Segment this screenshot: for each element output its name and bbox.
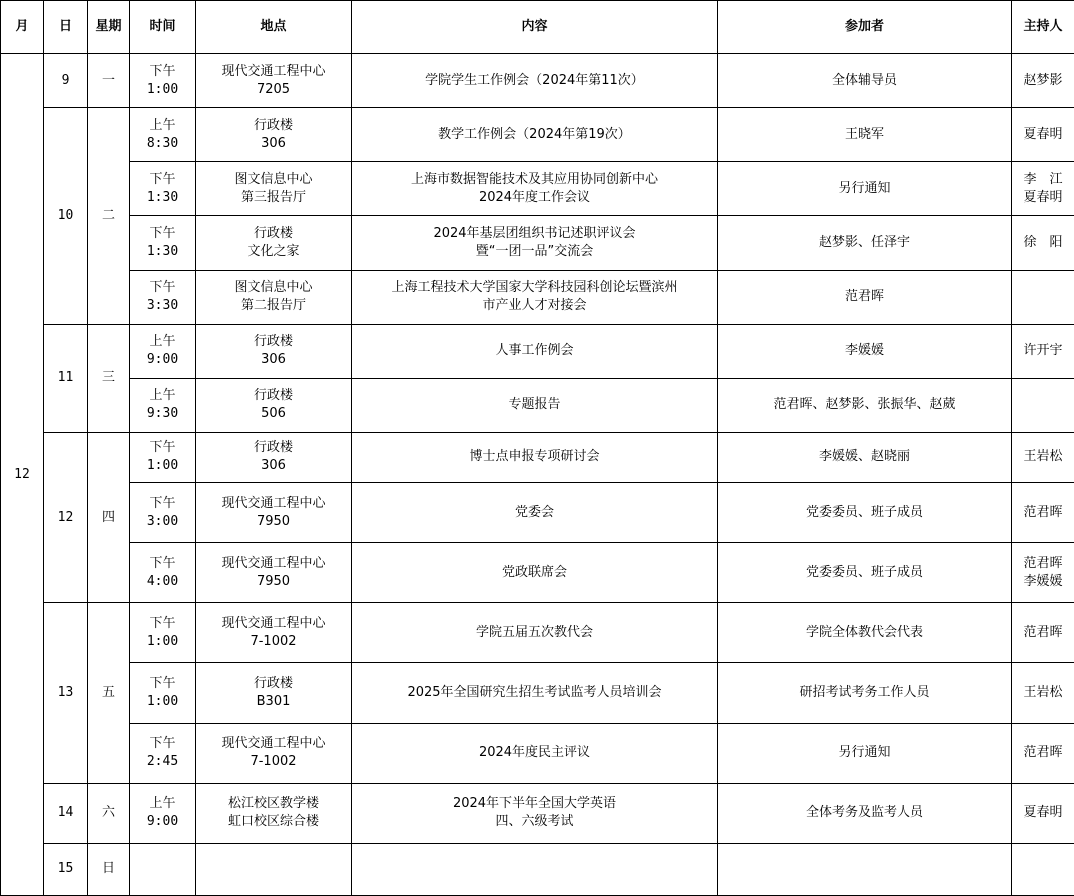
month-cell: 12 [1, 54, 44, 896]
schedule-row [1, 783, 1074, 843]
participants-cell: 李媛媛 [718, 324, 1012, 378]
header-time: 时间 [130, 1, 196, 54]
host-cell: 李 江 夏春明 [1012, 162, 1074, 216]
day-cell: 15 [44, 843, 88, 895]
time-cell: 下午 3:00 [130, 482, 196, 542]
host-cell: 徐 阳 [1012, 216, 1074, 270]
schedule-row [1, 216, 1074, 270]
content-cell: 2024年度民主评议 [352, 723, 718, 783]
schedule-row [1, 482, 1074, 542]
header-weekday: 星期 [88, 1, 130, 54]
host-cell: 范君晖 [1012, 603, 1074, 663]
weekday-cell: 日 [88, 843, 130, 895]
host-cell: 范君晖 李媛媛 [1012, 543, 1074, 603]
participants-cell: 另行通知 [718, 162, 1012, 216]
time-cell: 下午 1:30 [130, 162, 196, 216]
participants-cell: 赵梦影、任泽宇 [718, 216, 1012, 270]
time-cell: 下午 3:30 [130, 270, 196, 324]
schedule-row [1, 663, 1074, 723]
content-cell: 2024年基层团组织书记述职评议会 暨“一团一品”交流会 [352, 216, 718, 270]
host-cell: 范君晖 [1012, 723, 1074, 783]
schedule-row [1, 324, 1074, 378]
content-cell [352, 843, 718, 895]
host-cell: 许开宇 [1012, 324, 1074, 378]
location-cell: 松江校区教学楼 虹口校区综合楼 [196, 783, 352, 843]
time-cell: 下午 2:45 [130, 723, 196, 783]
content-cell: 党委会 [352, 482, 718, 542]
participants-cell [718, 843, 1012, 895]
weekday-cell: 二 [88, 108, 130, 325]
location-cell: 行政楼 306 [196, 108, 352, 162]
content-cell: 人事工作例会 [352, 324, 718, 378]
schedule-row [1, 603, 1074, 663]
header-month: 月 [1, 1, 44, 54]
time-cell: 下午 4:00 [130, 543, 196, 603]
time-cell: 上午 8:30 [130, 108, 196, 162]
content-cell: 2024年下半年全国大学英语 四、六级考试 [352, 783, 718, 843]
time-cell: 上午 9:00 [130, 783, 196, 843]
location-cell: 行政楼 文化之家 [196, 216, 352, 270]
schedule-row [1, 432, 1074, 482]
time-cell: 下午 1:00 [130, 603, 196, 663]
location-cell: 图文信息中心 第三报告厅 [196, 162, 352, 216]
participants-cell: 学院全体教代会代表 [718, 603, 1012, 663]
location-cell: 现代交通工程中心 7-1002 [196, 603, 352, 663]
time-cell: 下午 1:00 [130, 663, 196, 723]
location-cell [196, 843, 352, 895]
time-cell: 下午 1:00 [130, 54, 196, 108]
day-cell: 12 [44, 432, 88, 602]
participants-cell: 党委委员、班子成员 [718, 543, 1012, 603]
host-cell [1012, 378, 1074, 432]
day-cell: 13 [44, 603, 88, 783]
content-cell: 2025年全国研究生招生考试监考人员培训会 [352, 663, 718, 723]
location-cell: 现代交通工程中心 7950 [196, 482, 352, 542]
schedule-row [1, 543, 1074, 603]
participants-cell: 党委委员、班子成员 [718, 482, 1012, 542]
header-content: 内容 [352, 1, 718, 54]
time-cell: 下午 1:00 [130, 432, 196, 482]
time-cell: 上午 9:00 [130, 324, 196, 378]
header-location: 地点 [196, 1, 352, 54]
location-cell: 行政楼 306 [196, 432, 352, 482]
host-cell: 夏春明 [1012, 783, 1074, 843]
host-cell [1012, 843, 1074, 895]
host-cell: 范君晖 [1012, 482, 1074, 542]
content-cell: 博士点申报专项研讨会 [352, 432, 718, 482]
day-cell: 14 [44, 783, 88, 843]
participants-cell: 王晓军 [718, 108, 1012, 162]
location-cell: 现代交通工程中心 7-1002 [196, 723, 352, 783]
time-cell: 上午 9:30 [130, 378, 196, 432]
schedule-row [1, 378, 1074, 432]
schedule-row [1, 843, 1074, 895]
content-cell: 教学工作例会（2024年第19次） [352, 108, 718, 162]
host-cell: 夏春明 [1012, 108, 1074, 162]
location-cell: 行政楼 506 [196, 378, 352, 432]
schedule-row [1, 723, 1074, 783]
content-cell: 上海工程技术大学国家大学科技园科创论坛暨滨州 市产业人才对接会 [352, 270, 718, 324]
host-cell [1012, 270, 1074, 324]
time-cell: 下午 1:30 [130, 216, 196, 270]
content-cell: 学院五届五次教代会 [352, 603, 718, 663]
participants-cell: 全体考务及监考人员 [718, 783, 1012, 843]
day-cell: 11 [44, 324, 88, 432]
content-cell: 专题报告 [352, 378, 718, 432]
schedule-row [1, 108, 1074, 162]
weekday-cell: 四 [88, 432, 130, 602]
participants-cell: 全体辅导员 [718, 54, 1012, 108]
participants-cell: 范君晖、赵梦影、张振华、赵葳 [718, 378, 1012, 432]
host-cell: 王岩松 [1012, 663, 1074, 723]
header-participants: 参加者 [718, 1, 1012, 54]
content-cell: 学院学生工作例会（2024年第11次） [352, 54, 718, 108]
schedule-row [1, 162, 1074, 216]
header-host: 主持人 [1012, 1, 1074, 54]
header-day: 日 [44, 1, 88, 54]
schedule-row [1, 270, 1074, 324]
header-row [1, 1, 1074, 54]
location-cell: 图文信息中心 第二报告厅 [196, 270, 352, 324]
content-cell: 上海市数据智能技术及其应用协同创新中心 2024年度工作会议 [352, 162, 718, 216]
location-cell: 现代交通工程中心 7205 [196, 54, 352, 108]
location-cell: 行政楼 B301 [196, 663, 352, 723]
weekday-cell: 六 [88, 783, 130, 843]
weekday-cell: 三 [88, 324, 130, 432]
location-cell: 行政楼 306 [196, 324, 352, 378]
day-cell: 10 [44, 108, 88, 325]
host-cell: 王岩松 [1012, 432, 1074, 482]
weekday-cell: 一 [88, 54, 130, 108]
participants-cell: 范君晖 [718, 270, 1012, 324]
day-cell: 9 [44, 54, 88, 108]
participants-cell: 另行通知 [718, 723, 1012, 783]
host-cell: 赵梦影 [1012, 54, 1074, 108]
weekday-cell: 五 [88, 603, 130, 783]
content-cell: 党政联席会 [352, 543, 718, 603]
location-cell: 现代交通工程中心 7950 [196, 543, 352, 603]
schedule-row [1, 54, 1074, 108]
participants-cell: 研招考试考务工作人员 [718, 663, 1012, 723]
time-cell [130, 843, 196, 895]
participants-cell: 李媛媛、赵晓丽 [718, 432, 1012, 482]
